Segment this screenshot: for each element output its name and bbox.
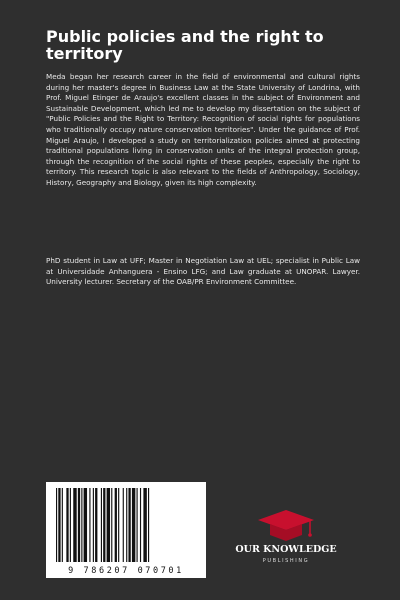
barcode-icon (54, 488, 198, 564)
author-bio: PhD student in Law at UFF; Master in Negotiation Law at UEL; specialist in Public Law at Universidade Anhanguera - Ensino LFG; and Law graduate at UNOPAR. Lawyer. University lecturer. Secretary of the OAB/PR Environment Committee. (46, 256, 360, 287)
graduation-cap-icon (256, 508, 316, 542)
publisher-subtitle: PUBLISHING (262, 558, 310, 564)
book-description: Meda began her research career in the field of environmental and cultural rights during her master's degree in Business Law at the State University of Londrina, with Prof. Miguel Etinger de Araujo's excellent classes in the subject of Environment and Sustainable Development, which led me to develop my dissertation on the subject of "Public Policies and the Right to Territory: Recognition of social rights for populations who traditionally occupy nature conservation territories". Under the guidance of Prof. Miguel Araujo, I developed a study on territorialization policies aimed at protecting traditional populations living in conservation units of the integral protection group, through the recognition of the social rights of these peoples, especially the right to territory. This research topic is also relevant to the fields of Anthropology, Sociology, History, Geography and Biology, given its high complexity. (46, 72, 360, 187)
publisher-name: OUR KNOWLEDGE (235, 544, 337, 555)
isbn-barcode (46, 482, 206, 578)
publisher-logo (230, 508, 342, 570)
book-title: Public policies and the right to territory (46, 27, 324, 63)
isbn-number: 9 786207 070701 (68, 566, 184, 576)
